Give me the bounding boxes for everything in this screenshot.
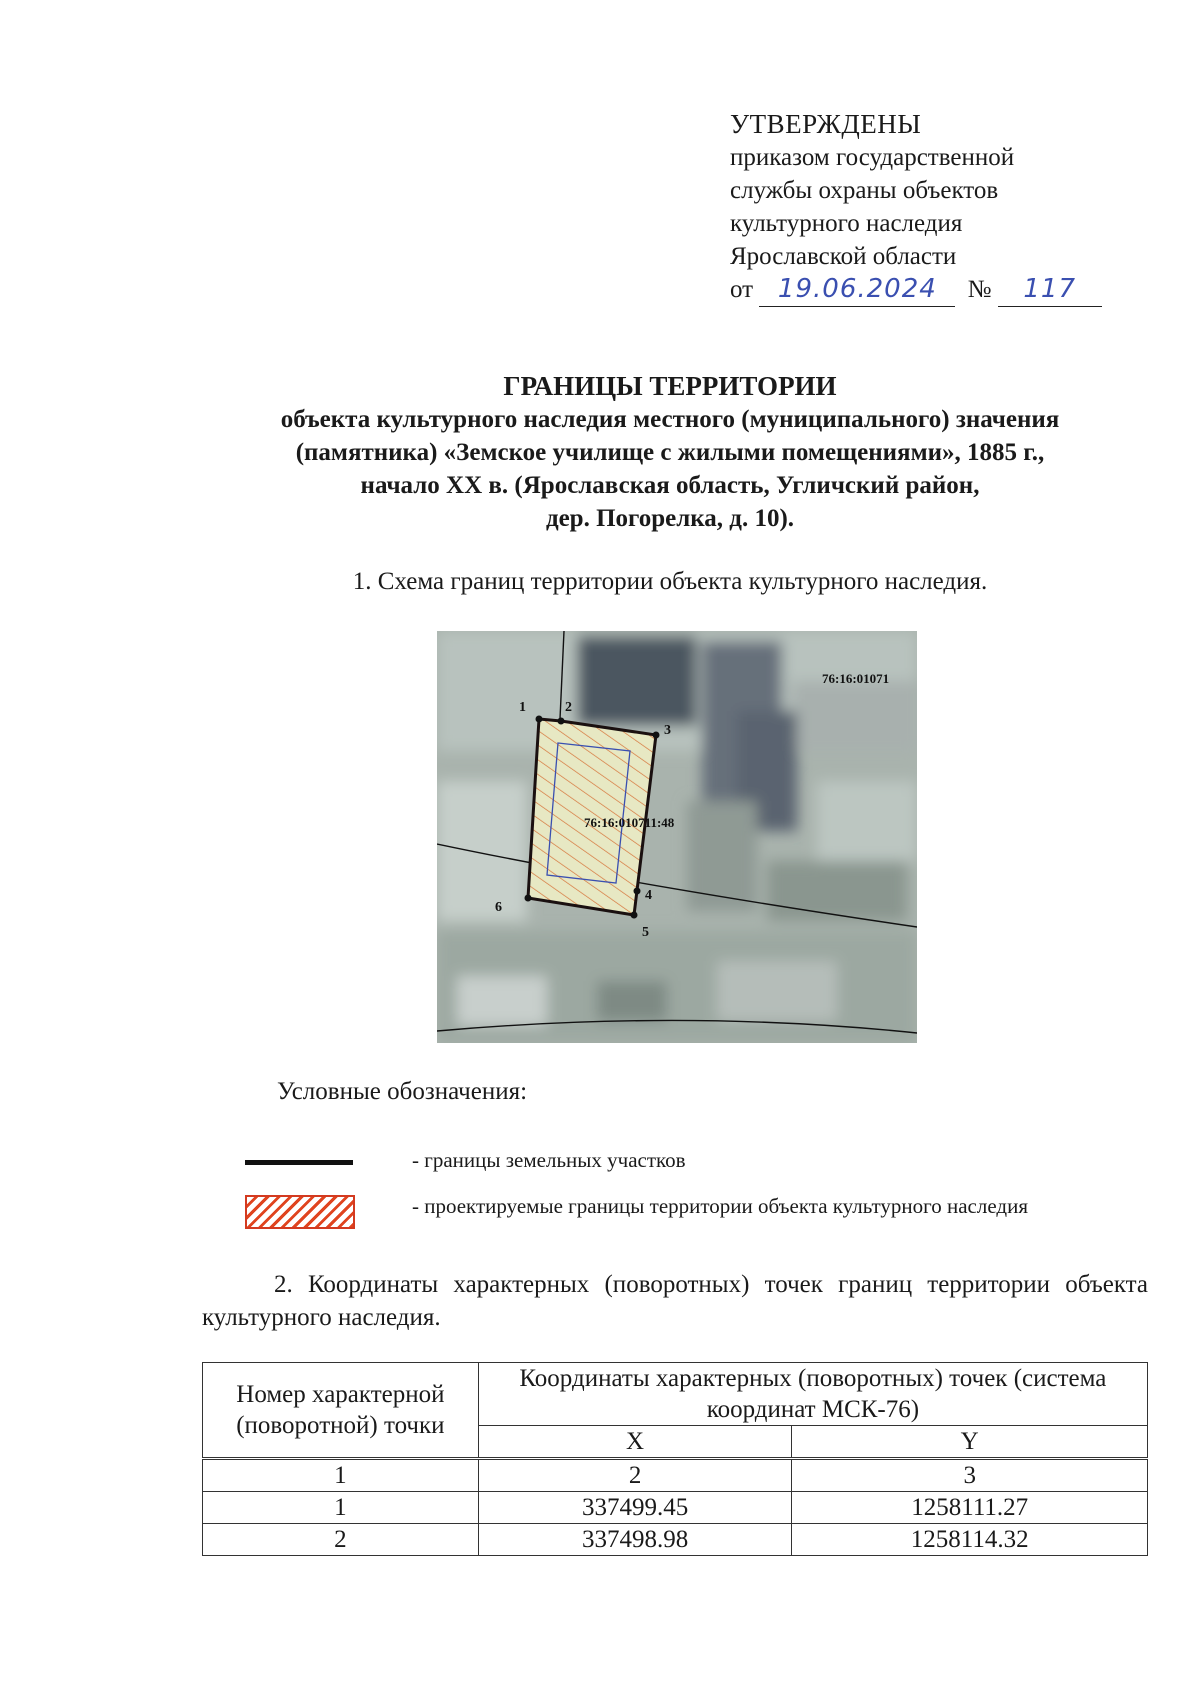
approval-date-line xyxy=(730,273,1102,307)
table-header-coordinates: Координаты характерных (поворотных) точек (система координат МСК-76) xyxy=(478,1363,1147,1426)
date-prefix: от xyxy=(730,276,754,303)
section-2-title: 2. Координаты характерных (поворотных) точек границ территории объекта культурного наследия. xyxy=(202,1271,1148,1331)
vertex-marker xyxy=(631,912,638,919)
document-heading xyxy=(200,370,1140,535)
point-label: 4 xyxy=(645,888,652,903)
approval-block xyxy=(730,108,1102,307)
approval-number: 117 xyxy=(1023,274,1077,304)
table-header-y: Y xyxy=(792,1426,1148,1459)
heading-title: ГРАНИЦЫ ТЕРРИТОРИИ xyxy=(503,371,837,401)
number-field xyxy=(998,273,1102,307)
vertex-marker xyxy=(634,888,641,895)
table-cell-y: 1258111.27 xyxy=(792,1492,1148,1524)
heading-line: объекта культурного наследия местного (муниципального) значения xyxy=(280,406,1060,433)
table-cell: 3 xyxy=(792,1459,1148,1492)
approval-line: Ярославской области xyxy=(730,243,957,270)
table-cell-point: 2 xyxy=(203,1524,479,1556)
table-header-point-number: Номер характерной (поворотной) точки xyxy=(203,1363,479,1459)
approval-line: приказом государственной xyxy=(730,144,1015,171)
approval-date: 19.06.2024 xyxy=(777,274,937,304)
point-label: 2 xyxy=(565,700,572,715)
table-row xyxy=(203,1492,1148,1524)
parcel-cadastral-label: 76:16:010711:48 xyxy=(584,815,675,830)
boundary-map xyxy=(437,631,917,1043)
approval-line: культурного наследия xyxy=(730,210,963,237)
vertex-marker xyxy=(653,732,660,739)
approval-line: службы охраны объектов xyxy=(730,177,999,204)
date-field xyxy=(759,273,955,307)
point-label: 6 xyxy=(495,900,502,915)
heading-line: начало XX в. (Ярославская область, Угличский район, xyxy=(360,472,980,499)
vertex-marker xyxy=(558,718,565,725)
point-label: 3 xyxy=(664,723,671,738)
legend-text-parcels: - границы земельных участков xyxy=(412,1148,686,1172)
vertex-marker xyxy=(525,895,532,902)
point-label: 1 xyxy=(519,700,526,715)
coordinates-table xyxy=(202,1362,1148,1556)
table-cell-x: 337499.45 xyxy=(478,1492,792,1524)
legend-symbol-territory-hatch xyxy=(245,1195,355,1229)
point-label: 5 xyxy=(642,925,649,940)
heading-line: дер. Погорелка, д. 10). xyxy=(545,505,795,532)
table-cell: 2 xyxy=(478,1459,792,1492)
heading-line: (памятника) «Земское училище с жилыми помещениями», 1885 г., xyxy=(295,439,1045,466)
number-prefix: № xyxy=(967,276,992,303)
legend-symbol-parcel-line xyxy=(245,1160,353,1165)
table-numbering-row xyxy=(203,1459,1148,1492)
legend-title: Условные обозначения: xyxy=(277,1078,528,1105)
table-cell-y: 1258114.32 xyxy=(792,1524,1148,1556)
table-cell: 1 xyxy=(203,1459,479,1492)
table-cell-point: 1 xyxy=(203,1492,479,1524)
section-1-title: 1. Схема границ территории объекта культурного наследия. xyxy=(352,568,988,595)
approval-title: УТВЕРЖДЕНЫ xyxy=(730,109,922,139)
vertex-marker xyxy=(536,716,543,723)
map-svg xyxy=(437,631,917,1043)
table-row xyxy=(203,1524,1148,1556)
table-header-x: X xyxy=(478,1426,792,1459)
legend-text-territory: - проектируемые границы территории объекта культурного наследия xyxy=(412,1194,1028,1218)
table-cell-x: 337498.98 xyxy=(478,1524,792,1556)
neighbor-cadastral-label: 76:16:01071 xyxy=(822,671,890,686)
